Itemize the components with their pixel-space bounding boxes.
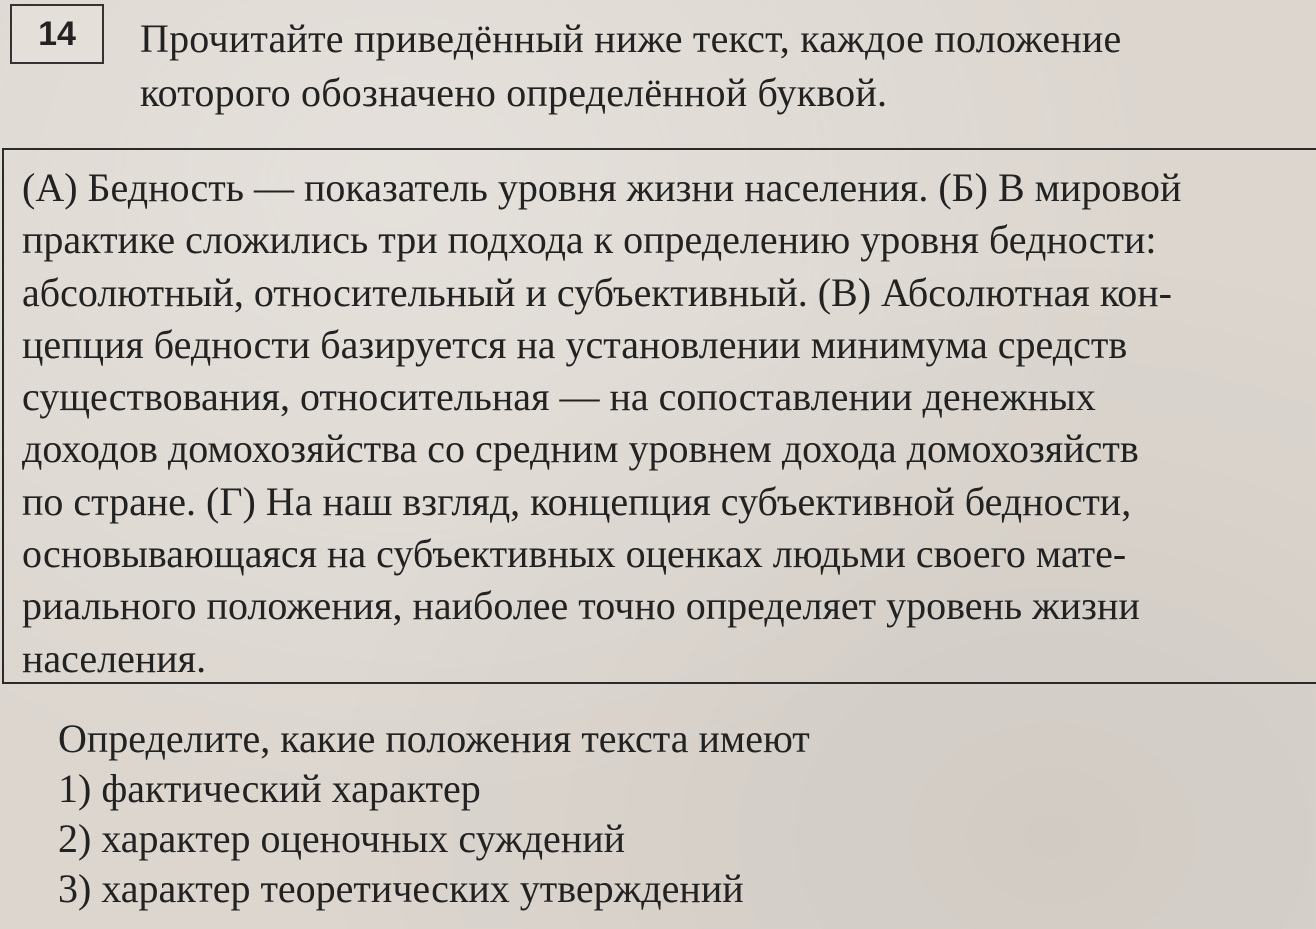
task-instruction: Прочитайте приведённый ниже текст, каждое положение которого обозначено определённой буквой. <box>140 16 1122 115</box>
question-prompt: Определите, какие положения текста имеют <box>58 716 810 761</box>
answer-options-list <box>58 764 744 914</box>
task-number-badge: 14 <box>10 4 104 64</box>
option-evaluative: 2) характер оценочных суждений <box>58 816 626 861</box>
option-theoretical: 3) характер теоретических утверждений <box>58 866 744 911</box>
passage-text: (А) Бедность — показатель уровня жизни населения. (Б) В мировой практике сложились три подхода к определению уровня бедности: абсолютный, относительный и субъективный. (В) Абсолютная кон- цепция бедности базируется на установлении минимума средств существования, относительная — на сопоставлении денежных доходов домохозяйства со средним уровнем дохода домохозяйств по стране. (Г) На наш взгляд, концепция субъективной бедности, основывающаяся на субъективных оценках людьми своего мате- риального положения, наиболее точно определяет уровень жизни населения. <box>22 165 1182 681</box>
passage-box <box>2 148 1316 684</box>
option-factual: 1) фактический характер <box>58 766 481 811</box>
